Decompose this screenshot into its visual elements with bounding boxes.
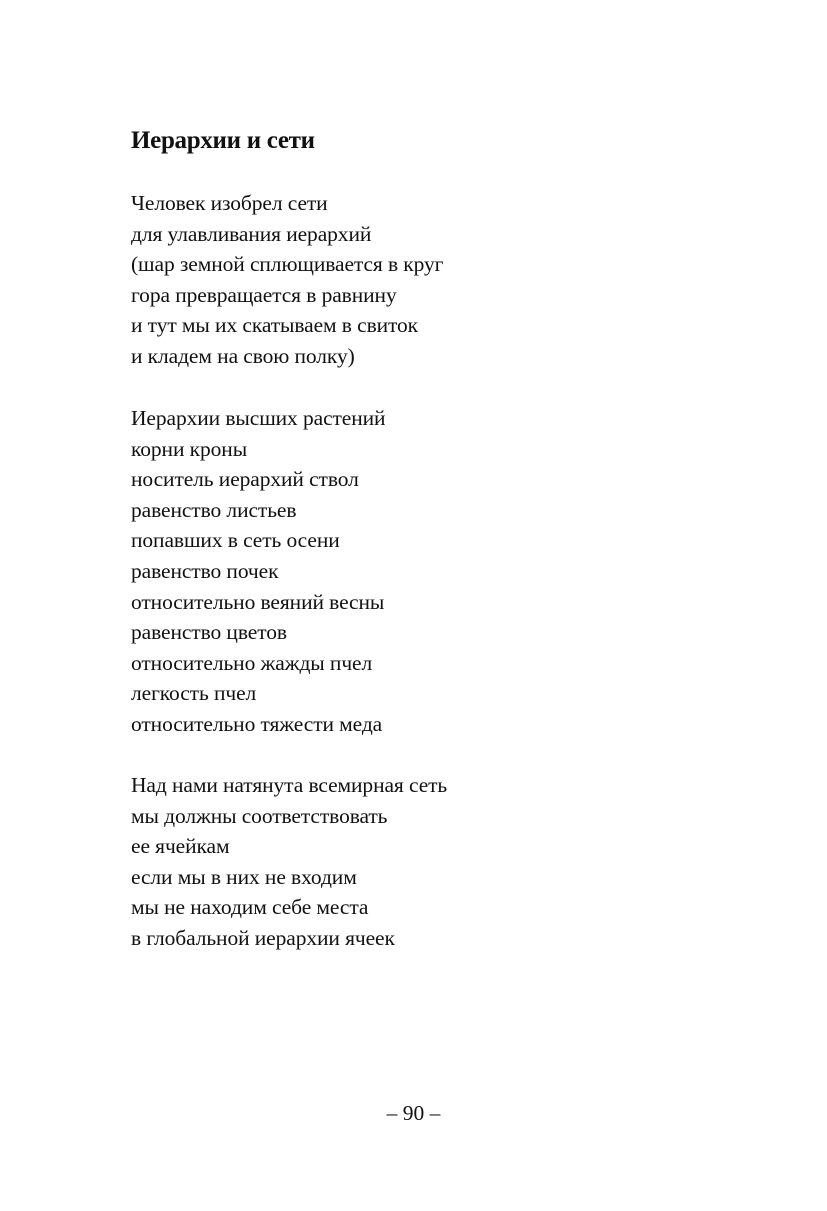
poem-line: Над нами натянута всемирная сеть [131,773,448,797]
poem-line: попавших в сеть осени [131,528,340,553]
poem-line: ее ячейкам [131,834,230,859]
poem-line: Иерархии высших растений [131,406,386,430]
poem-line: корни кроны [131,436,248,461]
poem-line: в глобальной иерархии ячеек [131,925,395,950]
stanza [131,770,447,954]
poem-title: Иерархии и сети [131,127,315,154]
page-number: – 90 – [386,1101,441,1125]
poem-line: относительно жажды пчел [131,650,373,675]
stanza [131,188,443,372]
poem-line: если мы в них не входим [131,864,357,889]
poem-line: (шар земной сплющивается в круг [131,252,444,277]
poem-line: относительно тяжести меда [131,711,383,736]
poem-line: и кладем на свою полку) [131,343,355,368]
poem-line: равенство почек [131,558,279,583]
poem-line: равенство листьев [131,497,297,522]
poem-line: для улавливания иерархий [131,221,372,246]
poem-line: мы должны соответствовать [131,803,388,828]
poem-line: и тут мы их скатываем в свиток [131,313,419,338]
poem-line: носитель иерархий ствол [131,467,359,492]
poem-line: относительно веяний весны [131,589,385,614]
stanza [131,403,385,740]
poem-line: равенство цветов [131,620,287,645]
poem-line: мы не находим себе места [131,895,369,920]
poem-line: Человек изобрел сети [131,191,328,215]
poem-line: легкость пчел [131,681,257,706]
poem-line: гора превращается в равнину [131,282,397,307]
